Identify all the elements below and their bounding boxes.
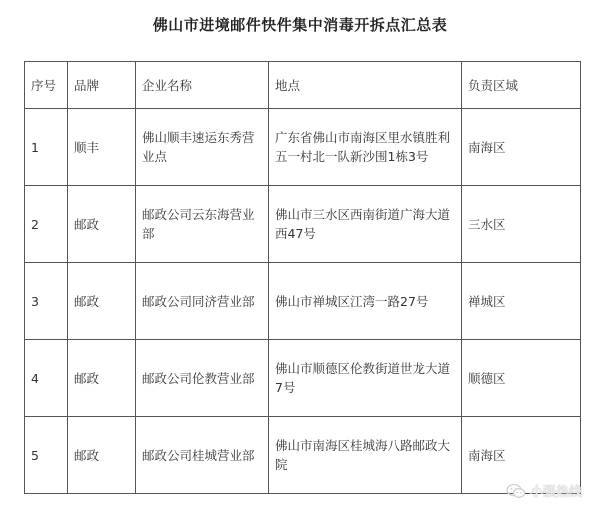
cell-no: 4	[25, 340, 68, 417]
document-title: 佛山市进境邮件快件集中消毒开拆点汇总表	[152, 16, 448, 34]
watermark-text: 小强热线	[529, 485, 582, 500]
cell-company: 邮政公司云东海营业部	[136, 186, 269, 263]
table-header-row	[25, 62, 581, 109]
header-no: 序号	[25, 62, 68, 109]
cell-address: 佛山市三水区西南街道广海大道西47号	[269, 186, 462, 263]
cell-no: 1	[25, 109, 68, 186]
cell-address: 广东省佛山市南海区里水镇胜利五一村北一队新沙围1栋3号	[269, 109, 462, 186]
cell-region: 顺德区	[462, 340, 581, 417]
cell-company: 邮政公司桂城营业部	[136, 417, 269, 494]
cell-region: 禅城区	[462, 263, 581, 340]
cell-no: 5	[25, 417, 68, 494]
header-brand: 品牌	[68, 62, 136, 109]
cell-region: 南海区	[462, 417, 581, 494]
table-row	[25, 186, 581, 263]
cell-company: 邮政公司同济营业部	[136, 263, 269, 340]
cell-address: 佛山市南海区桂城海八路邮政大院	[269, 417, 462, 494]
cell-brand: 邮政	[68, 186, 136, 263]
cell-no: 3	[25, 263, 68, 340]
cell-brand: 邮政	[68, 417, 136, 494]
cell-address: 佛山市顺德区伦教街道世龙大道7号	[269, 340, 462, 417]
header-company: 企业名称	[136, 62, 269, 109]
cell-no: 2	[25, 186, 68, 263]
cell-address: 佛山市禅城区江湾一路27号	[269, 263, 462, 340]
cell-brand: 邮政	[68, 263, 136, 340]
cell-region: 南海区	[462, 109, 581, 186]
cell-brand: 邮政	[68, 340, 136, 417]
table-row	[25, 340, 581, 417]
summary-table	[24, 61, 581, 494]
table-row	[25, 417, 581, 494]
wechat-icon	[506, 483, 526, 499]
header-region: 负责区域	[462, 62, 581, 109]
watermark	[506, 481, 582, 500]
cell-region: 三水区	[462, 186, 581, 263]
cell-brand: 顺丰	[68, 109, 136, 186]
table-row	[25, 263, 581, 340]
cell-company: 佛山顺丰速运东秀营业点	[136, 109, 269, 186]
table-row	[25, 109, 581, 186]
header-address: 地点	[269, 62, 462, 109]
cell-company: 邮政公司伦教营业部	[136, 340, 269, 417]
